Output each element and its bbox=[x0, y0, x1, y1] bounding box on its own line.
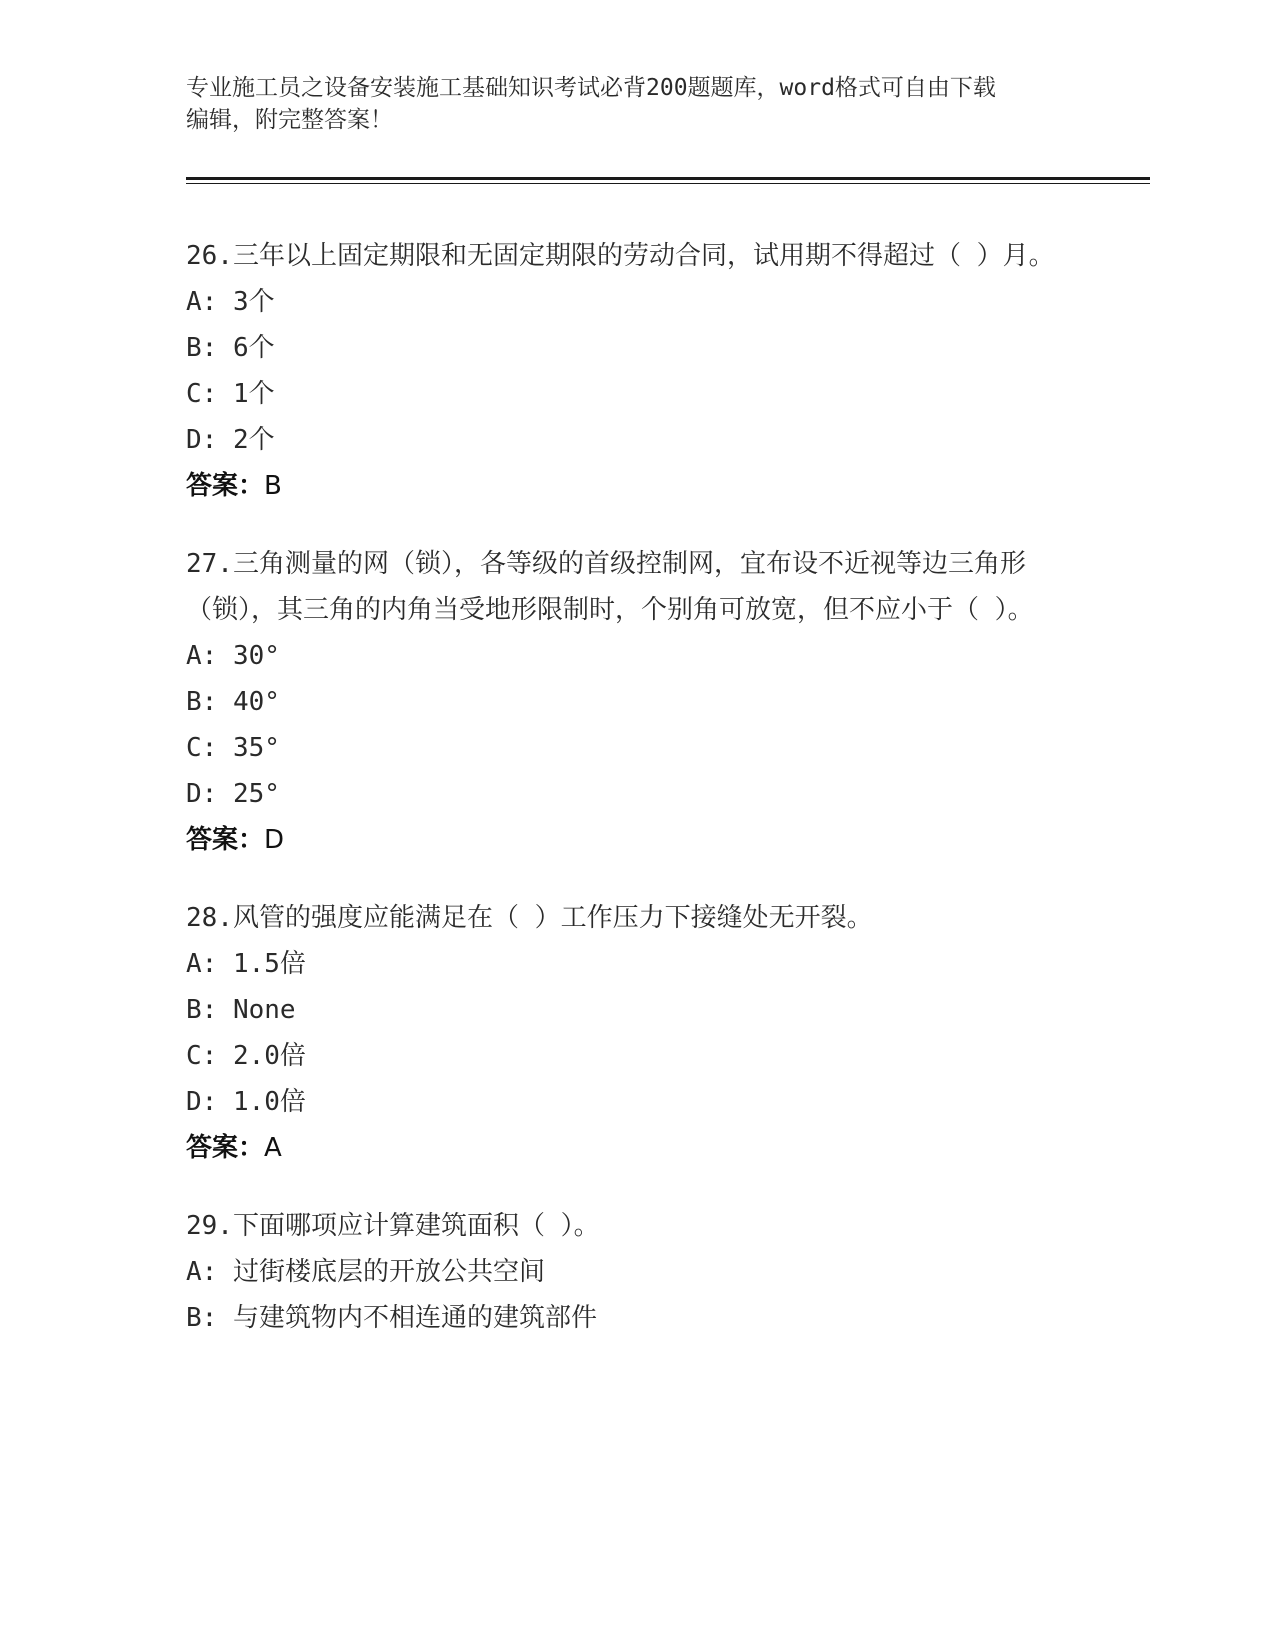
question-27 bbox=[186, 541, 1086, 863]
header-line-2: 编辑，附完整答案！ bbox=[186, 107, 393, 133]
option-a: A: 1.5倍 bbox=[186, 949, 306, 979]
answer-value: D bbox=[264, 825, 285, 855]
answer-label: 答案： bbox=[186, 825, 265, 855]
header-divider-thin bbox=[186, 183, 1150, 184]
answer-label: 答案： bbox=[186, 471, 265, 501]
option-b: B: None bbox=[186, 995, 296, 1025]
answer-value: B bbox=[264, 471, 282, 501]
option-d: D: 25° bbox=[186, 779, 280, 809]
question-28 bbox=[186, 895, 1086, 1171]
question-text: 27.三角测量的网（锁），各等级的首级控制网，宜布设不近视等边三角形（锁），其三角的内角当受地形限制时，个别角可放宽，但不应小于（ ）。 bbox=[186, 549, 1034, 625]
header-divider-thick bbox=[186, 177, 1150, 180]
answer bbox=[186, 463, 1086, 509]
option-d: D: 1.0倍 bbox=[186, 1087, 306, 1117]
answer-label: 答案： bbox=[186, 1133, 265, 1163]
question-29 bbox=[186, 1203, 1086, 1341]
answer bbox=[186, 817, 1086, 863]
option-b: B: 40° bbox=[186, 687, 280, 717]
question-text: 26.三年以上固定期限和无固定期限的劳动合同，试用期不得超过（ ）月。 bbox=[186, 241, 1055, 271]
answer bbox=[186, 1125, 1086, 1171]
option-c: C: 1个 bbox=[186, 379, 275, 409]
question-text: 28.风管的强度应能满足在（ ）工作压力下接缝处无开裂。 bbox=[186, 903, 873, 933]
document-header bbox=[186, 72, 1066, 136]
question-text: 29.下面哪项应计算建筑面积（ ）。 bbox=[186, 1211, 600, 1241]
option-d: D: 2个 bbox=[186, 425, 275, 455]
option-b: B: 与建筑物内不相连通的建筑部件 bbox=[186, 1303, 597, 1333]
option-c: C: 35° bbox=[186, 733, 280, 763]
option-a: A: 3个 bbox=[186, 287, 275, 317]
option-a: A: 过街楼底层的开放公共空间 bbox=[186, 1257, 545, 1287]
header-line-1: 专业施工员之设备安装施工基础知识考试必背200题题库，word格式可自由下载 bbox=[186, 75, 996, 101]
question-26 bbox=[186, 233, 1086, 509]
option-b: B: 6个 bbox=[186, 333, 275, 363]
option-c: C: 2.0倍 bbox=[186, 1041, 306, 1071]
question-list bbox=[186, 233, 1086, 1373]
answer-value: A bbox=[264, 1133, 282, 1163]
option-a: A: 30° bbox=[186, 641, 280, 671]
